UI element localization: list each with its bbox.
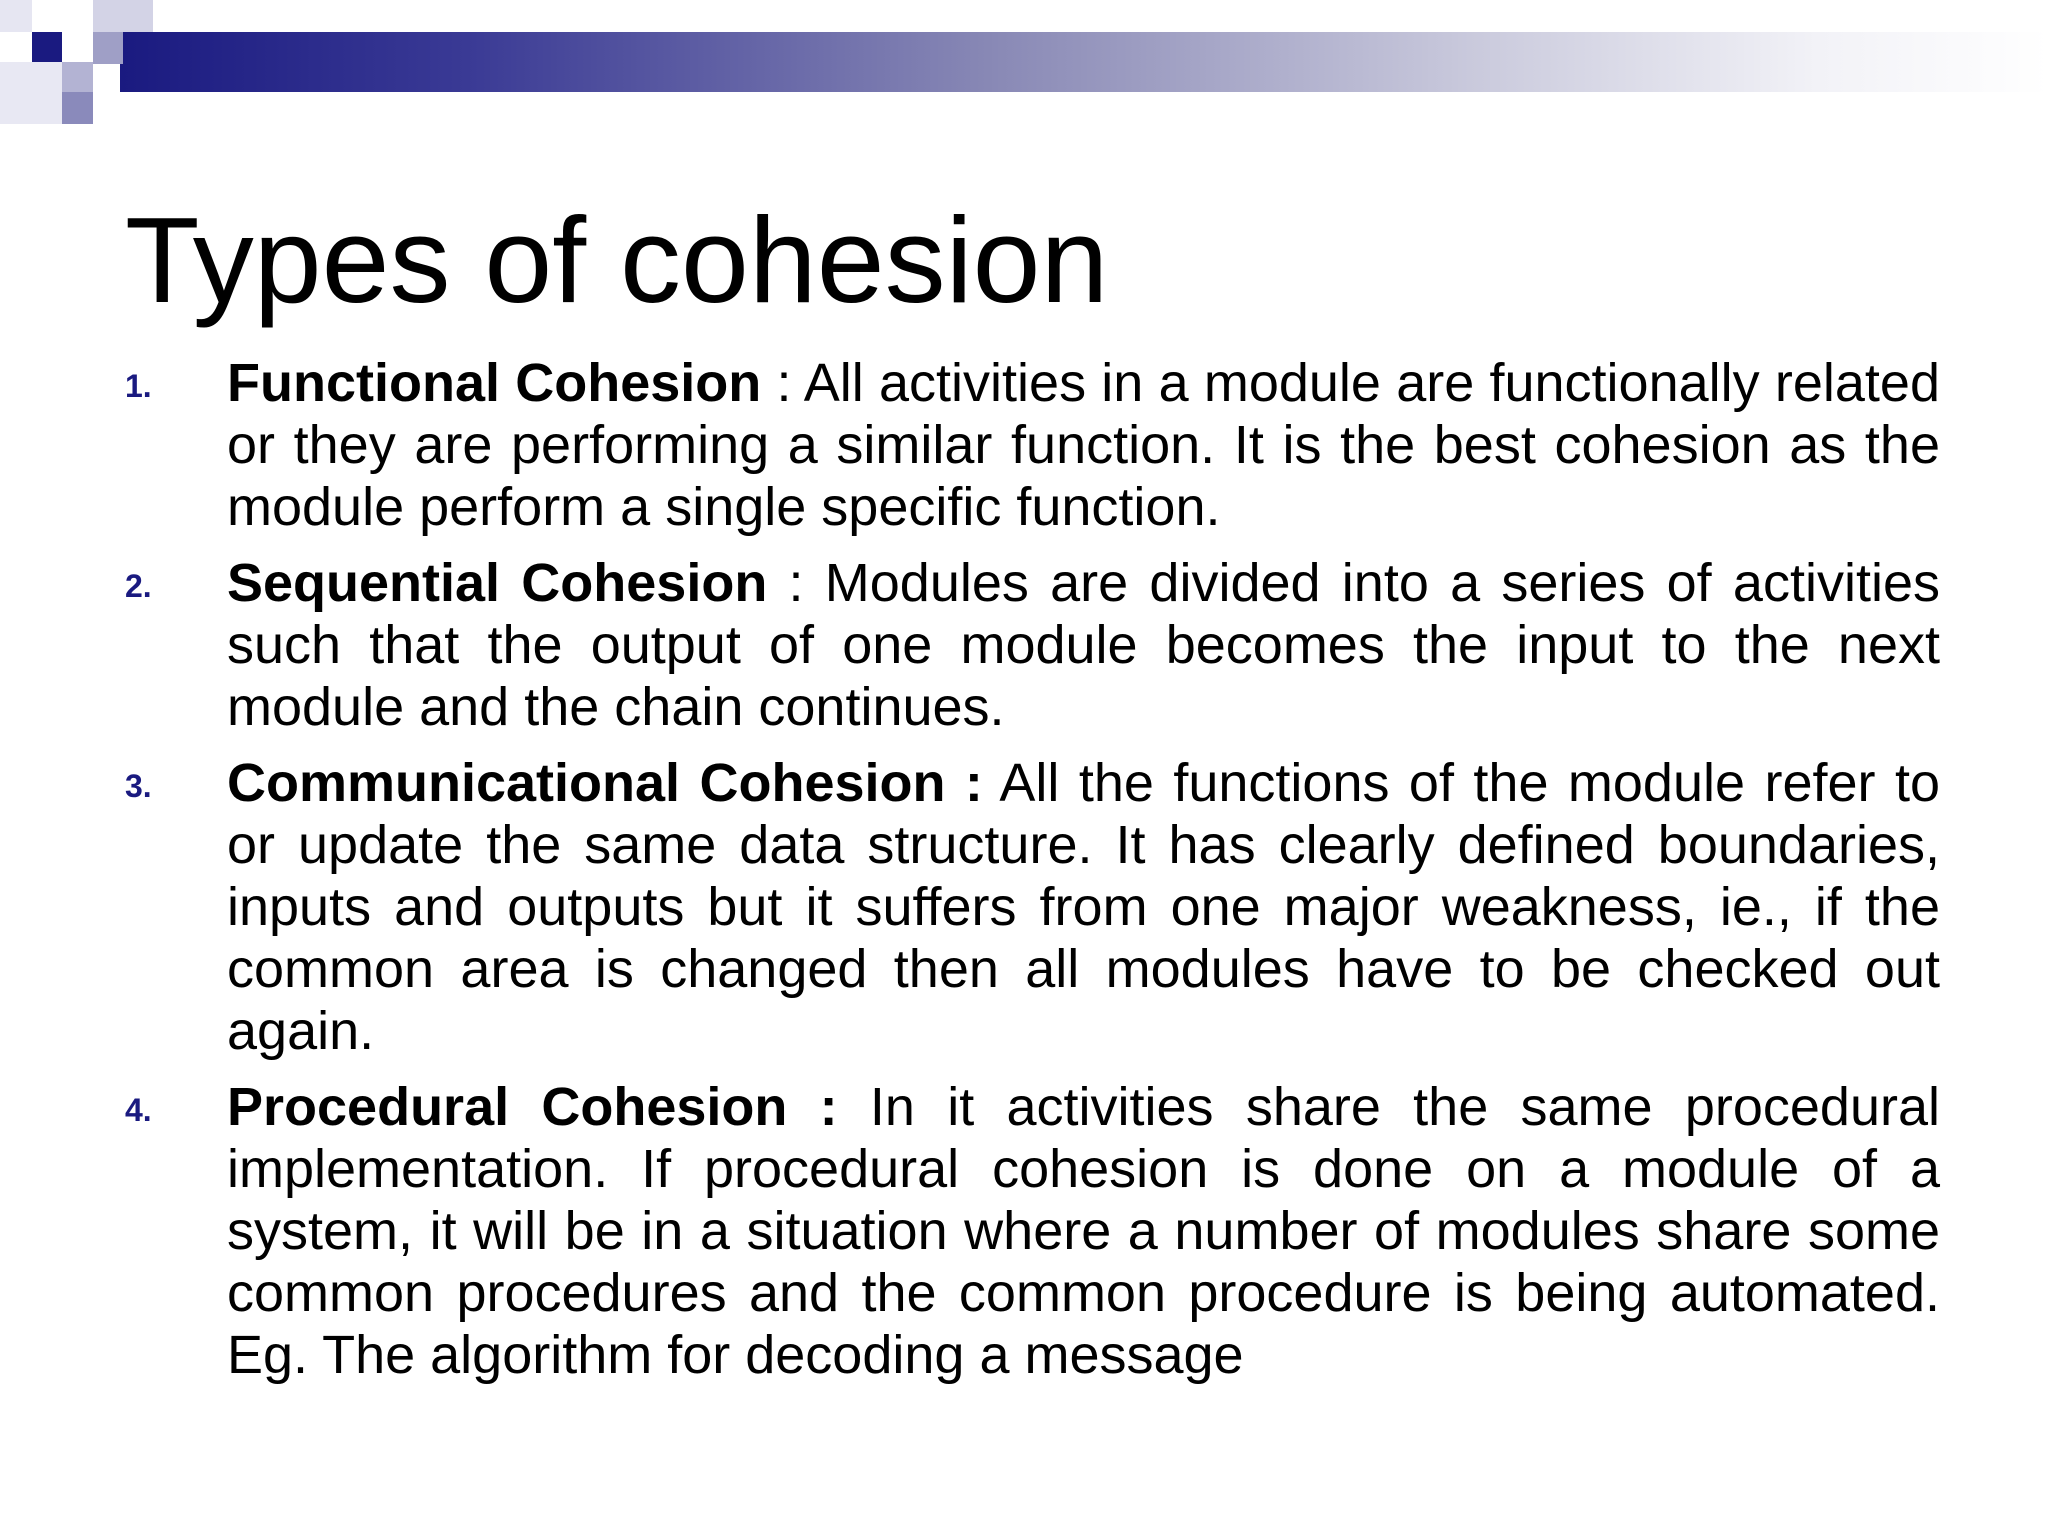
list-item: [125, 1076, 1940, 1386]
decorative-square: [0, 62, 62, 124]
item-text: Modules are divided into a series of activities such that the output of one module becomes the input to the next module and the chain continues.: [227, 553, 1940, 737]
decorative-square: [93, 0, 153, 32]
item-separator: [983, 753, 999, 813]
list-item: [125, 352, 1940, 538]
item-body: [227, 1076, 1940, 1386]
item-text: In it activities share the same procedural implementation. If procedural cohesion is done on a module of a system, it will be in a situation where a number of modules share some common procedures and the common procedure is being automated. Eg. The algorithm for decoding a message: [227, 1077, 1940, 1385]
decorative-square: [32, 32, 62, 62]
item-number: 2.: [125, 568, 152, 604]
list-item: [125, 552, 1940, 738]
decorative-square: [93, 32, 123, 64]
item-number: 4.: [125, 1092, 152, 1128]
item-separator: :: [767, 553, 825, 613]
item-body: [227, 552, 1940, 738]
cohesion-list: [125, 352, 1940, 1400]
decorative-square: [0, 0, 32, 32]
item-separator: :: [761, 353, 804, 413]
item-number: 1.: [125, 368, 152, 404]
list-item: [125, 752, 1940, 1062]
decorative-square: [62, 92, 93, 124]
item-body: [227, 752, 1940, 1062]
item-separator: [838, 1077, 870, 1137]
item-heading: Functional Cohesion: [227, 353, 762, 413]
header-gradient-bar: [120, 32, 2048, 92]
item-heading: Communicational Cohesion :: [227, 753, 983, 813]
item-body: [227, 352, 1940, 538]
item-heading: Procedural Cohesion :: [227, 1077, 838, 1137]
item-number: 3.: [125, 768, 152, 804]
item-text: All activities in a module are functionally related or they are performing a similar function. It is the best cohesion as the module perform a single specific function.: [227, 353, 1940, 537]
slide-title: Types of cohesion: [125, 192, 1109, 328]
item-heading: Sequential Cohesion: [227, 553, 768, 613]
item-text: All the functions of the module refer to or update the same data structure. It has clearly defined boundaries, inputs and outputs but it suffers from one major weakness, ie., if the common area is changed then all modules have to be checked out again.: [227, 753, 1940, 1061]
